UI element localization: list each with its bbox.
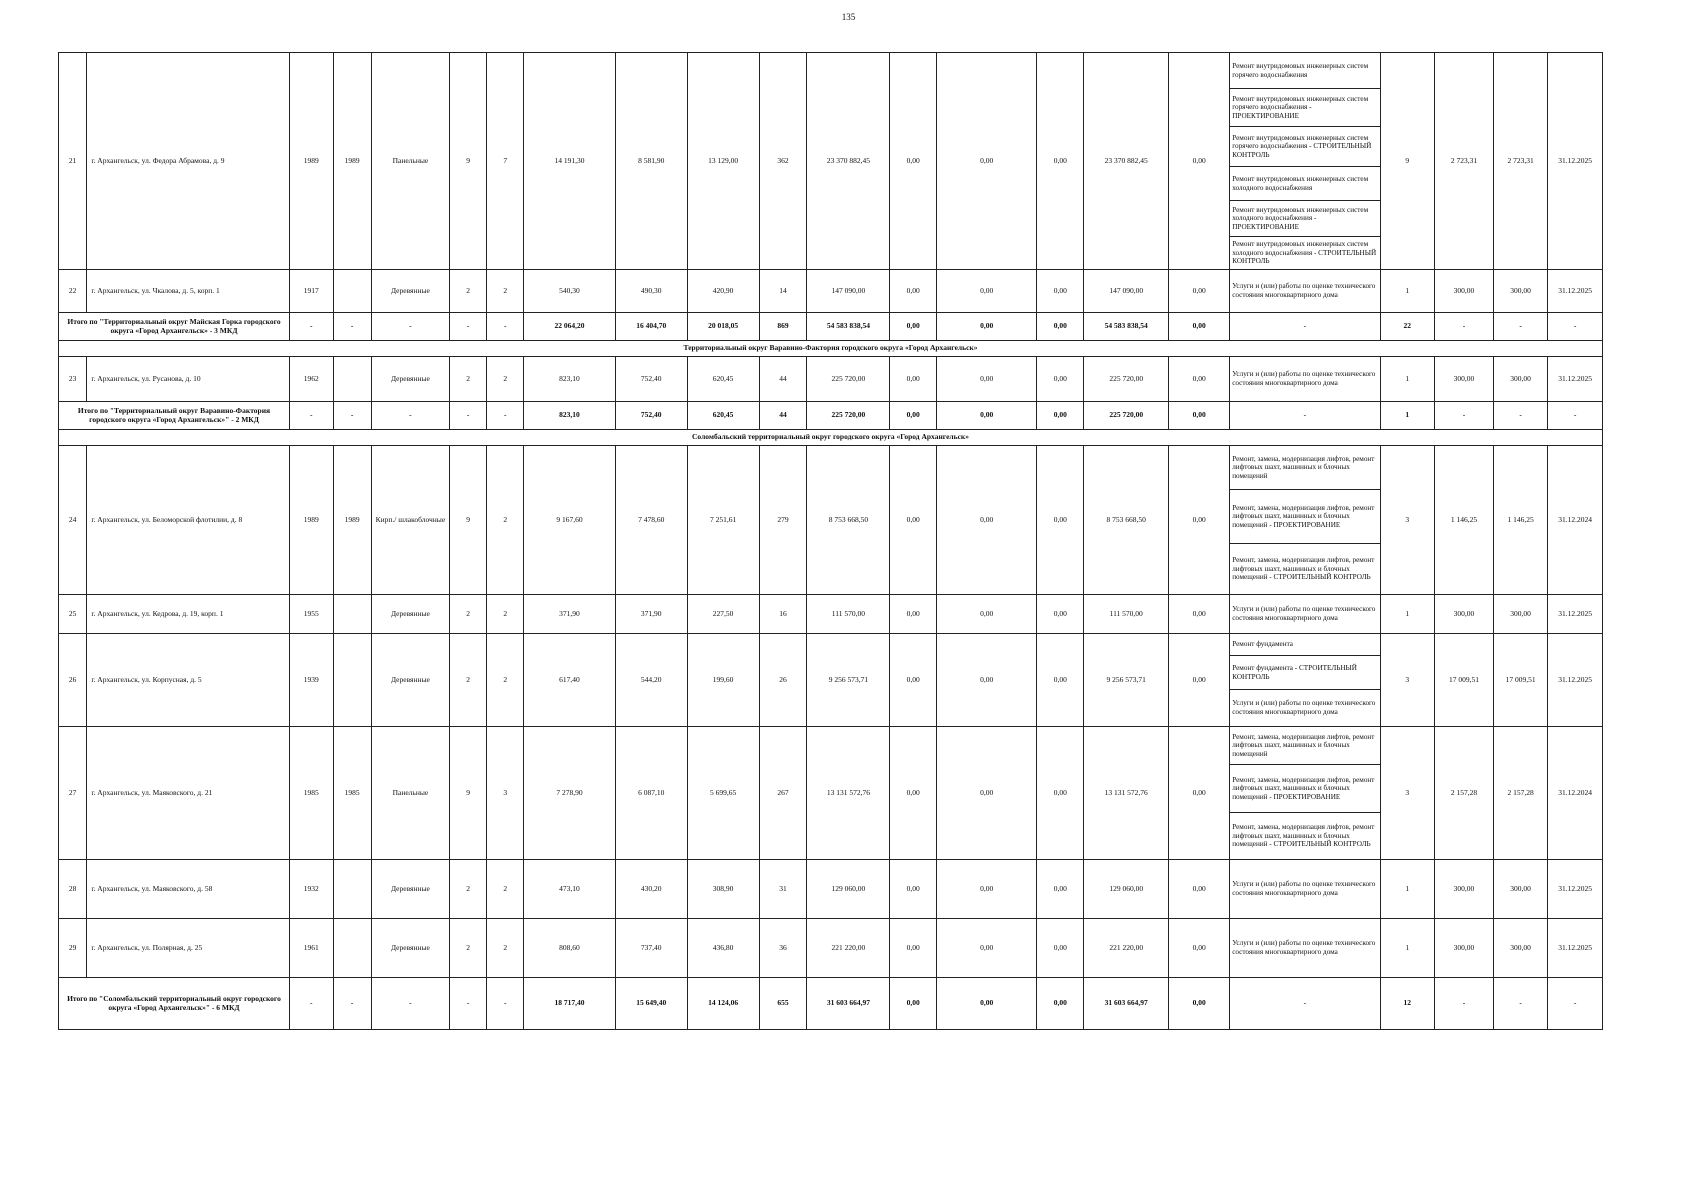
- total-label: Итого по "Территориальный округ Майская Горка городского округа «Город Архангельск» - 3 МКД: [59, 313, 290, 341]
- cell-fund-federal: 0,00: [890, 860, 937, 919]
- cell-area-premises: 544,20: [615, 634, 687, 727]
- cell-floors: 9: [450, 727, 487, 860]
- work-item: Ремонт фундамента: [1230, 634, 1379, 656]
- dash-cell: -: [289, 313, 333, 341]
- cell-entrances: 2: [487, 919, 524, 978]
- cell-works-count: 9: [1380, 53, 1434, 270]
- cell-wall-material: Панельные: [371, 727, 449, 860]
- cell-area-premises: 7 478,60: [615, 446, 687, 595]
- cell-cost-total: 13 131 572,76: [807, 727, 890, 860]
- cell-area-premises: 371,90: [615, 595, 687, 634]
- cell-total-area: 371,90: [524, 595, 616, 634]
- cell-total-area: 808,60: [524, 919, 616, 978]
- cell-max-cost: 300,00: [1493, 919, 1547, 978]
- cell-wall-material: Деревянные: [371, 919, 449, 978]
- cell-residents: 14: [759, 270, 807, 313]
- cell-wall-material: Деревянные: [371, 595, 449, 634]
- dash-cell: -: [1230, 313, 1380, 341]
- total-fund-owners: 54 583 838,54: [1084, 313, 1169, 341]
- cell-year-commission: [333, 860, 371, 919]
- cell-entrances: 2: [487, 446, 524, 595]
- dash-cell: -: [333, 402, 371, 430]
- table-row: [59, 727, 1603, 860]
- cell-no: 26: [59, 634, 87, 727]
- cell-works-count: 3: [1380, 727, 1434, 860]
- work-item: Услуги и (или) работы по оценке технического состояния многоквартирного дома: [1232, 370, 1376, 387]
- cell-fund-local: 0,00: [1037, 860, 1084, 919]
- cell-entrances: 2: [487, 270, 524, 313]
- cell-fund-federal: 0,00: [890, 446, 937, 595]
- total-label: Итого по "Соломбальский территориальный округ городского округа «Город Архангельск»" - 6 МКД: [59, 978, 290, 1030]
- total-fund-other: 0,00: [1169, 978, 1230, 1030]
- cell-fund-local: 0,00: [1037, 727, 1084, 860]
- total-fund-local: 0,00: [1037, 978, 1084, 1030]
- dash-cell: -: [487, 402, 524, 430]
- cell-unit-cost: 300,00: [1435, 919, 1494, 978]
- dash-cell: -: [1493, 402, 1547, 430]
- cell-entrances: 2: [487, 595, 524, 634]
- cell-address: г. Архангельск, ул. Чкалова, д. 5, корп. 1: [87, 270, 290, 313]
- cell-address: г. Архангельск, ул. Корпусная, д. 5: [87, 634, 290, 727]
- work-item: Ремонт, замена, модернизация лифтов, ремонт лифтовых шахт, машинных и блочных помещений - ПРОЕКТИРОВАНИЕ: [1230, 765, 1379, 813]
- cell-fund-owners: 111 570,00: [1084, 595, 1169, 634]
- cell-unit-cost: 300,00: [1435, 860, 1494, 919]
- cell-fund-local: 0,00: [1037, 919, 1084, 978]
- cell-fund-other: 0,00: [1169, 727, 1230, 860]
- cell-address: г. Архангельск, ул. Русанова, д. 10: [87, 357, 290, 402]
- cell-residents: 16: [759, 595, 807, 634]
- total-fund-federal: 0,00: [890, 402, 937, 430]
- dash-cell: -: [371, 978, 449, 1030]
- dash-cell: -: [450, 402, 487, 430]
- cell-fund-other: 0,00: [1169, 270, 1230, 313]
- cell-area-residential: 227,50: [687, 595, 759, 634]
- total-row: [59, 402, 1603, 430]
- capital-repair-table: [58, 52, 1603, 1030]
- total-area-premises: 16 404,70: [615, 313, 687, 341]
- cell-max-cost: 300,00: [1493, 595, 1547, 634]
- cell-wall-material: Деревянные: [371, 270, 449, 313]
- total-total-area: 18 717,40: [524, 978, 616, 1030]
- dash-cell: -: [1435, 402, 1494, 430]
- cell-cost-total: 129 060,00: [807, 860, 890, 919]
- cell-unit-cost: 300,00: [1435, 357, 1494, 402]
- cell-year-commission: [333, 919, 371, 978]
- total-fund-local: 0,00: [1037, 313, 1084, 341]
- table-row: [59, 446, 1603, 595]
- cell-deadline: 31.12.2025: [1548, 595, 1603, 634]
- cell-residents: 279: [759, 446, 807, 595]
- cell-fund-other: 0,00: [1169, 357, 1230, 402]
- cell-unit-cost: 1 146,25: [1435, 446, 1494, 595]
- cell-floors: 2: [450, 860, 487, 919]
- cell-year-built: 1939: [289, 634, 333, 727]
- cell-floors: 9: [450, 446, 487, 595]
- cell-area-residential: 420,90: [687, 270, 759, 313]
- cell-fund-other: 0,00: [1169, 446, 1230, 595]
- total-total-area: 823,10: [524, 402, 616, 430]
- cell-residents: 44: [759, 357, 807, 402]
- cell-year-commission: 1989: [333, 446, 371, 595]
- section-header-row: [59, 430, 1603, 446]
- total-area-premises: 752,40: [615, 402, 687, 430]
- cell-entrances: 7: [487, 53, 524, 270]
- cell-fund-federal: 0,00: [890, 53, 937, 270]
- cell-fund-regional: 0,00: [937, 634, 1037, 727]
- cell-area-premises: 752,40: [615, 357, 687, 402]
- cell-year-commission: 1989: [333, 53, 371, 270]
- section-title: Соломбальский территориальный округ городского округа «Город Архангельск»: [59, 430, 1603, 446]
- total-fund-owners: 225 720,00: [1084, 402, 1169, 430]
- cell-max-cost: 2 723,31: [1493, 53, 1547, 270]
- total-fund-other: 0,00: [1169, 313, 1230, 341]
- cell-wall-material: Деревянные: [371, 860, 449, 919]
- total-residents: 44: [759, 402, 807, 430]
- cell-fund-owners: 129 060,00: [1084, 860, 1169, 919]
- cell-fund-other: 0,00: [1169, 919, 1230, 978]
- cell-year-built: 1932: [289, 860, 333, 919]
- cell-year-built: 1989: [289, 446, 333, 595]
- cell-area-premises: 8 581,90: [615, 53, 687, 270]
- cell-works: [1230, 53, 1380, 270]
- dash-cell: -: [487, 313, 524, 341]
- cell-cost-total: 221 220,00: [807, 919, 890, 978]
- total-area-residential: 20 018,05: [687, 313, 759, 341]
- total-works-count: 22: [1380, 313, 1434, 341]
- cell-residents: 36: [759, 919, 807, 978]
- table-row: [59, 270, 1603, 313]
- cell-deadline: 31.12.2025: [1548, 860, 1603, 919]
- table-row: [59, 919, 1603, 978]
- cell-deadline: 31.12.2024: [1548, 727, 1603, 860]
- cell-area-premises: 430,20: [615, 860, 687, 919]
- dash-cell: -: [333, 313, 371, 341]
- work-item: Ремонт, замена, модернизация лифтов, ремонт лифтовых шахт, машинных и блочных помещений - ПРОЕКТИРОВАНИЕ: [1230, 490, 1379, 544]
- cell-fund-other: 0,00: [1169, 634, 1230, 727]
- dash-cell: -: [1548, 402, 1603, 430]
- total-fund-regional: 0,00: [937, 313, 1037, 341]
- cell-fund-owners: 8 753 668,50: [1084, 446, 1169, 595]
- cell-year-built: 1962: [289, 357, 333, 402]
- cell-fund-other: 0,00: [1169, 53, 1230, 270]
- total-cost-total: 31 603 664,97: [807, 978, 890, 1030]
- cell-works: [1230, 727, 1380, 860]
- dash-cell: -: [289, 978, 333, 1030]
- total-area-residential: 620,45: [687, 402, 759, 430]
- cell-cost-total: 8 753 668,50: [807, 446, 890, 595]
- dash-cell: -: [289, 402, 333, 430]
- page-number: 135: [841, 12, 856, 22]
- cell-works-count: 1: [1380, 357, 1434, 402]
- cell-fund-regional: 0,00: [937, 357, 1037, 402]
- cell-works: [1230, 919, 1380, 978]
- work-item: Ремонт внутридомовых инженерных систем холодного водоснабжения - СТРОИТЕЛЬНЫЙ КОНТРОЛЬ: [1232, 240, 1377, 266]
- cell-area-residential: 436,80: [687, 919, 759, 978]
- cell-max-cost: 2 157,28: [1493, 727, 1547, 860]
- cell-fund-owners: 9 256 573,71: [1084, 634, 1169, 727]
- cell-fund-local: 0,00: [1037, 53, 1084, 270]
- cell-total-area: 9 167,60: [524, 446, 616, 595]
- total-fund-regional: 0,00: [937, 402, 1037, 430]
- cell-address: г. Архангельск, ул. Беломорской флотилии, д. 8: [87, 446, 290, 595]
- dash-cell: -: [1435, 978, 1494, 1030]
- cell-fund-owners: 147 090,00: [1084, 270, 1169, 313]
- section-header-row: [59, 341, 1603, 357]
- cell-works: [1230, 595, 1380, 634]
- work-item: Ремонт внутридомовых инженерных систем холодного водоснабжения: [1230, 167, 1379, 201]
- cell-fund-local: 0,00: [1037, 270, 1084, 313]
- cell-floors: 2: [450, 919, 487, 978]
- cell-address: г. Архангельск, ул. Маяковского, д. 58: [87, 860, 290, 919]
- total-fund-other: 0,00: [1169, 402, 1230, 430]
- cell-no: 28: [59, 860, 87, 919]
- work-item: Ремонт, замена, модернизация лифтов, ремонт лифтовых шахт, машинных и блочных помещений: [1230, 446, 1379, 490]
- work-item: Ремонт внутридомовых инженерных систем холодного водоснабжения - ПРОЕКТИРОВАНИЕ: [1230, 201, 1379, 237]
- dash-cell: -: [1493, 978, 1547, 1030]
- total-fund-federal: 0,00: [890, 313, 937, 341]
- dash-cell: -: [1435, 313, 1494, 341]
- dash-cell: -: [450, 978, 487, 1030]
- total-total-area: 22 064,20: [524, 313, 616, 341]
- cell-fund-other: 0,00: [1169, 860, 1230, 919]
- cell-fund-owners: 221 220,00: [1084, 919, 1169, 978]
- cell-works-count: 1: [1380, 595, 1434, 634]
- cell-area-residential: 5 699,65: [687, 727, 759, 860]
- dash-cell: -: [1493, 313, 1547, 341]
- cell-year-built: 1985: [289, 727, 333, 860]
- dash-cell: -: [1230, 978, 1380, 1030]
- cell-entrances: 2: [487, 357, 524, 402]
- cell-fund-federal: 0,00: [890, 270, 937, 313]
- cell-fund-regional: 0,00: [937, 727, 1037, 860]
- cell-deadline: 31.12.2025: [1548, 53, 1603, 270]
- work-item: Услуги и (или) работы по оценке технического состояния многоквартирного дома: [1232, 605, 1376, 622]
- dash-cell: -: [371, 402, 449, 430]
- work-item: Ремонт, замена, модернизация лифтов, ремонт лифтовых шахт, машинных и блочных помещений: [1230, 727, 1379, 765]
- cell-fund-local: 0,00: [1037, 446, 1084, 595]
- cell-total-area: 617,40: [524, 634, 616, 727]
- cell-residents: 267: [759, 727, 807, 860]
- total-row: [59, 313, 1603, 341]
- cell-wall-material: Кирп./ шлакоблочные: [371, 446, 449, 595]
- cell-year-commission: [333, 634, 371, 727]
- cell-no: 24: [59, 446, 87, 595]
- cell-fund-local: 0,00: [1037, 357, 1084, 402]
- cell-fund-owners: 23 370 882,45: [1084, 53, 1169, 270]
- dash-cell: -: [450, 313, 487, 341]
- cell-area-premises: 6 087,10: [615, 727, 687, 860]
- cell-area-premises: 737,40: [615, 919, 687, 978]
- total-cost-total: 54 583 838,54: [807, 313, 890, 341]
- cell-address: г. Архангельск, ул. Маяковского, д. 21: [87, 727, 290, 860]
- cell-works: [1230, 357, 1380, 402]
- cell-area-residential: 199,60: [687, 634, 759, 727]
- work-item: Услуги и (или) работы по оценке технического состояния многоквартирного дома: [1232, 699, 1376, 716]
- cell-fund-local: 0,00: [1037, 634, 1084, 727]
- cell-fund-regional: 0,00: [937, 446, 1037, 595]
- dash-cell: -: [1548, 313, 1603, 341]
- cell-fund-federal: 0,00: [890, 919, 937, 978]
- cell-year-commission: [333, 357, 371, 402]
- work-item: Ремонт внутридомовых инженерных систем горячего водоснабжения: [1230, 53, 1379, 89]
- work-item: Ремонт внутридомовых инженерных систем горячего водоснабжения - СТРОИТЕЛЬНЫЙ КОНТРОЛЬ: [1230, 127, 1379, 167]
- cell-area-residential: 308,90: [687, 860, 759, 919]
- cell-no: 25: [59, 595, 87, 634]
- cell-area-residential: 7 251,61: [687, 446, 759, 595]
- cell-fund-owners: 13 131 572,76: [1084, 727, 1169, 860]
- cell-unit-cost: 300,00: [1435, 595, 1494, 634]
- cell-total-area: 7 278,90: [524, 727, 616, 860]
- work-item: Ремонт, замена, модернизация лифтов, ремонт лифтовых шахт, машинных и блочных помещений - СТРОИТЕЛЬНЫЙ КОНТРОЛЬ: [1232, 556, 1375, 582]
- cell-deadline: 31.12.2024: [1548, 446, 1603, 595]
- work-item: Ремонт фундамента - СТРОИТЕЛЬНЫЙ КОНТРОЛЬ: [1230, 656, 1379, 690]
- cell-cost-total: 225 720,00: [807, 357, 890, 402]
- table-row: [59, 357, 1603, 402]
- cell-year-built: 1955: [289, 595, 333, 634]
- cell-deadline: 31.12.2025: [1548, 919, 1603, 978]
- cell-fund-federal: 0,00: [890, 727, 937, 860]
- cell-area-premises: 490,30: [615, 270, 687, 313]
- total-works-count: 1: [1380, 402, 1434, 430]
- total-fund-federal: 0,00: [890, 978, 937, 1030]
- cell-no: 21: [59, 53, 87, 270]
- total-area-premises: 15 649,40: [615, 978, 687, 1030]
- cell-fund-regional: 0,00: [937, 53, 1037, 270]
- cell-wall-material: Деревянные: [371, 357, 449, 402]
- table-row: [59, 595, 1603, 634]
- cell-fund-regional: 0,00: [937, 270, 1037, 313]
- total-fund-owners: 31 603 664,97: [1084, 978, 1169, 1030]
- cell-works-count: 1: [1380, 919, 1434, 978]
- cell-unit-cost: 300,00: [1435, 270, 1494, 313]
- cell-total-area: 540,30: [524, 270, 616, 313]
- cell-works-count: 3: [1380, 634, 1434, 727]
- cell-floors: 2: [450, 270, 487, 313]
- cell-fund-owners: 225 720,00: [1084, 357, 1169, 402]
- cell-year-built: 1961: [289, 919, 333, 978]
- cell-max-cost: 1 146,25: [1493, 446, 1547, 595]
- dash-cell: -: [1548, 978, 1603, 1030]
- cell-total-area: 14 191,30: [524, 53, 616, 270]
- cell-floors: 2: [450, 634, 487, 727]
- cell-cost-total: 23 370 882,45: [807, 53, 890, 270]
- total-fund-local: 0,00: [1037, 402, 1084, 430]
- cell-year-commission: [333, 270, 371, 313]
- cell-total-area: 473,10: [524, 860, 616, 919]
- cell-fund-regional: 0,00: [937, 595, 1037, 634]
- total-residents: 869: [759, 313, 807, 341]
- cell-works: [1230, 634, 1380, 727]
- cell-area-residential: 13 129,00: [687, 53, 759, 270]
- cell-works: [1230, 270, 1380, 313]
- cell-year-built: 1917: [289, 270, 333, 313]
- cell-fund-local: 0,00: [1037, 595, 1084, 634]
- table-row: [59, 53, 1603, 270]
- cell-area-residential: 620,45: [687, 357, 759, 402]
- cell-deadline: 31.12.2025: [1548, 270, 1603, 313]
- cell-max-cost: 300,00: [1493, 860, 1547, 919]
- cell-address: г. Архангельск, ул. Полярная, д. 25: [87, 919, 290, 978]
- cell-no: 22: [59, 270, 87, 313]
- total-residents: 655: [759, 978, 807, 1030]
- cell-unit-cost: 2 157,28: [1435, 727, 1494, 860]
- total-cost-total: 225 720,00: [807, 402, 890, 430]
- cell-floors: 9: [450, 53, 487, 270]
- total-label: Итого по "Территориальный округ Варавино-Фактория городского округа «Город Архангельск»" - 2 МКД: [59, 402, 290, 430]
- dash-cell: -: [1230, 402, 1380, 430]
- cell-unit-cost: 17 009,51: [1435, 634, 1494, 727]
- cell-wall-material: Деревянные: [371, 634, 449, 727]
- work-item: Услуги и (или) работы по оценке технического состояния многоквартирного дома: [1232, 939, 1376, 956]
- cell-max-cost: 17 009,51: [1493, 634, 1547, 727]
- cell-year-commission: [333, 595, 371, 634]
- total-fund-regional: 0,00: [937, 978, 1037, 1030]
- cell-address: г. Архангельск, ул. Кедрова, д. 19, корп. 1: [87, 595, 290, 634]
- cell-works-count: 1: [1380, 860, 1434, 919]
- table-row: [59, 860, 1603, 919]
- cell-entrances: 2: [487, 860, 524, 919]
- cell-no: 29: [59, 919, 87, 978]
- cell-cost-total: 9 256 573,71: [807, 634, 890, 727]
- cell-fund-regional: 0,00: [937, 860, 1037, 919]
- cell-entrances: 3: [487, 727, 524, 860]
- cell-unit-cost: 2 723,31: [1435, 53, 1494, 270]
- total-works-count: 12: [1380, 978, 1434, 1030]
- cell-works-count: 3: [1380, 446, 1434, 595]
- total-row: [59, 978, 1603, 1030]
- cell-max-cost: 300,00: [1493, 270, 1547, 313]
- dash-cell: -: [333, 978, 371, 1030]
- cell-cost-total: 111 570,00: [807, 595, 890, 634]
- dash-cell: -: [487, 978, 524, 1030]
- cell-wall-material: Панельные: [371, 53, 449, 270]
- table-row: [59, 634, 1603, 727]
- cell-fund-federal: 0,00: [890, 634, 937, 727]
- cell-address: г. Архангельск, ул. Федора Абрамова, д. 9: [87, 53, 290, 270]
- cell-fund-federal: 0,00: [890, 357, 937, 402]
- cell-floors: 2: [450, 595, 487, 634]
- work-item: Ремонт внутридомовых инженерных систем горячего водоснабжения - ПРОЕКТИРОВАНИЕ: [1230, 89, 1379, 127]
- work-item: Ремонт, замена, модернизация лифтов, ремонт лифтовых шахт, машинных и блочных помещений - СТРОИТЕЛЬНЫЙ КОНТРОЛЬ: [1232, 823, 1375, 849]
- cell-deadline: 31.12.2025: [1548, 634, 1603, 727]
- work-item: Услуги и (или) работы по оценке технического состояния многоквартирного дома: [1232, 880, 1376, 897]
- cell-entrances: 2: [487, 634, 524, 727]
- dash-cell: -: [371, 313, 449, 341]
- cell-fund-federal: 0,00: [890, 595, 937, 634]
- total-area-residential: 14 124,06: [687, 978, 759, 1030]
- cell-works-count: 1: [1380, 270, 1434, 313]
- cell-no: 27: [59, 727, 87, 860]
- cell-cost-total: 147 090,00: [807, 270, 890, 313]
- cell-residents: 362: [759, 53, 807, 270]
- section-title: Территориальный округ Варавино-Фактория городского округа «Город Архангельск»: [59, 341, 1603, 357]
- cell-works: [1230, 860, 1380, 919]
- cell-works: [1230, 446, 1380, 595]
- cell-year-commission: 1985: [333, 727, 371, 860]
- cell-max-cost: 300,00: [1493, 357, 1547, 402]
- cell-total-area: 823,10: [524, 357, 616, 402]
- cell-fund-other: 0,00: [1169, 595, 1230, 634]
- cell-residents: 26: [759, 634, 807, 727]
- cell-residents: 31: [759, 860, 807, 919]
- cell-year-built: 1989: [289, 53, 333, 270]
- cell-deadline: 31.12.2025: [1548, 357, 1603, 402]
- work-item: Услуги и (или) работы по оценке технического состояния многоквартирного дома: [1232, 282, 1376, 299]
- cell-floors: 2: [450, 357, 487, 402]
- cell-no: 23: [59, 357, 87, 402]
- cell-fund-regional: 0,00: [937, 919, 1037, 978]
